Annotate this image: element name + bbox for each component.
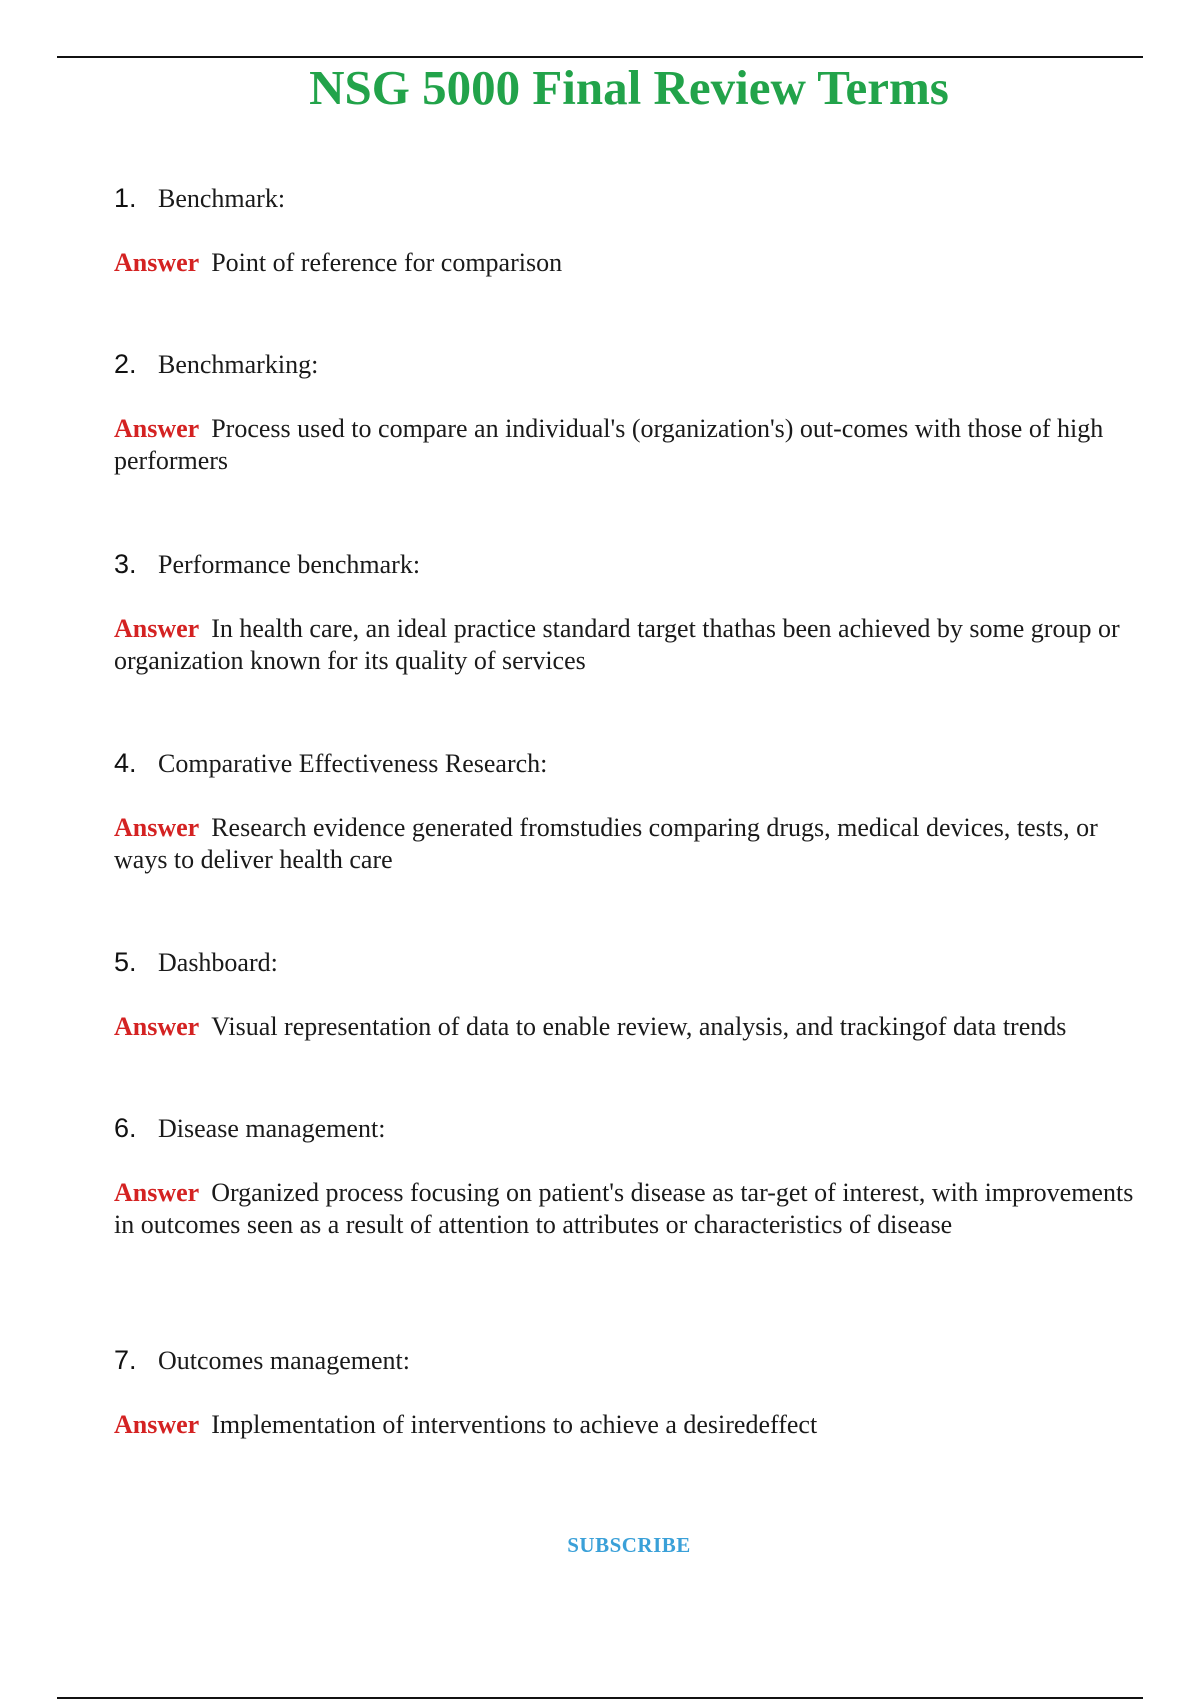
subscribe-link[interactable]: SUBSCRIBE	[567, 1533, 691, 1557]
question	[114, 1113, 1134, 1153]
answer-text: In health care, an ideal practice standard target thathas been achieved by some group or organization known for its quality of services	[114, 614, 1120, 675]
term: Disease management:	[158, 1114, 386, 1143]
answer-label: Answer	[114, 1178, 200, 1207]
page-title: NSG 5000 Final Review Terms	[309, 60, 949, 115]
question	[114, 183, 1134, 223]
item-number: 6.	[114, 1113, 137, 1143]
answer-text: Organized process focusing on patient's disease as tar-get of interest, with improvements in outcomes seen as a result of attention to attributes or characteristics of disease	[114, 1178, 1134, 1239]
answer	[114, 812, 1134, 876]
answer	[114, 1177, 1134, 1241]
question	[114, 1345, 1134, 1385]
term: Dashboard:	[158, 948, 278, 977]
answer	[114, 247, 1134, 279]
answer-label: Answer	[114, 614, 200, 643]
term: Performance benchmark:	[158, 550, 421, 579]
list-item	[114, 1113, 1134, 1241]
term: Outcomes management:	[158, 1346, 410, 1375]
item-number: 2.	[114, 349, 137, 379]
item-number: 3.	[114, 549, 137, 579]
answer-label: Answer	[114, 248, 200, 277]
answer-text: Process used to compare an individual's (organization's) out-comes with those of high performers	[114, 414, 1104, 475]
answer-label: Answer	[114, 1410, 200, 1439]
answer-label: Answer	[114, 813, 200, 842]
list-item	[114, 748, 1134, 876]
item-number: 5.	[114, 947, 137, 977]
answer-text: Visual representation of data to enable review, analysis, and trackingof data trends	[211, 1012, 1067, 1041]
answer	[114, 413, 1134, 477]
question	[114, 549, 1134, 589]
answer-text: Research evidence generated fromstudies comparing drugs, medical devices, tests, or ways to deliver health care	[114, 813, 1098, 874]
list-item	[114, 947, 1134, 1043]
bottom-rule	[57, 1697, 1143, 1699]
question	[114, 947, 1134, 987]
answer	[114, 1409, 1134, 1441]
answer-text: Implementation of interventions to achieve a desiredeffect	[211, 1410, 818, 1439]
list-item	[114, 1345, 1134, 1441]
item-number: 1.	[114, 183, 137, 213]
item-number: 7.	[114, 1345, 137, 1375]
question	[114, 349, 1134, 389]
answer	[114, 1011, 1134, 1043]
list-item	[114, 349, 1134, 477]
question	[114, 748, 1134, 788]
answer-text: Point of reference for comparison	[211, 248, 563, 277]
term: Benchmarking:	[158, 350, 319, 379]
list-item	[114, 183, 1134, 279]
term: Comparative Effectiveness Research:	[158, 749, 548, 778]
term: Benchmark:	[158, 184, 286, 213]
item-number: 4.	[114, 748, 137, 778]
list-item	[114, 549, 1134, 677]
answer	[114, 613, 1134, 677]
answer-label: Answer	[114, 1012, 200, 1041]
answer-label: Answer	[114, 414, 200, 443]
